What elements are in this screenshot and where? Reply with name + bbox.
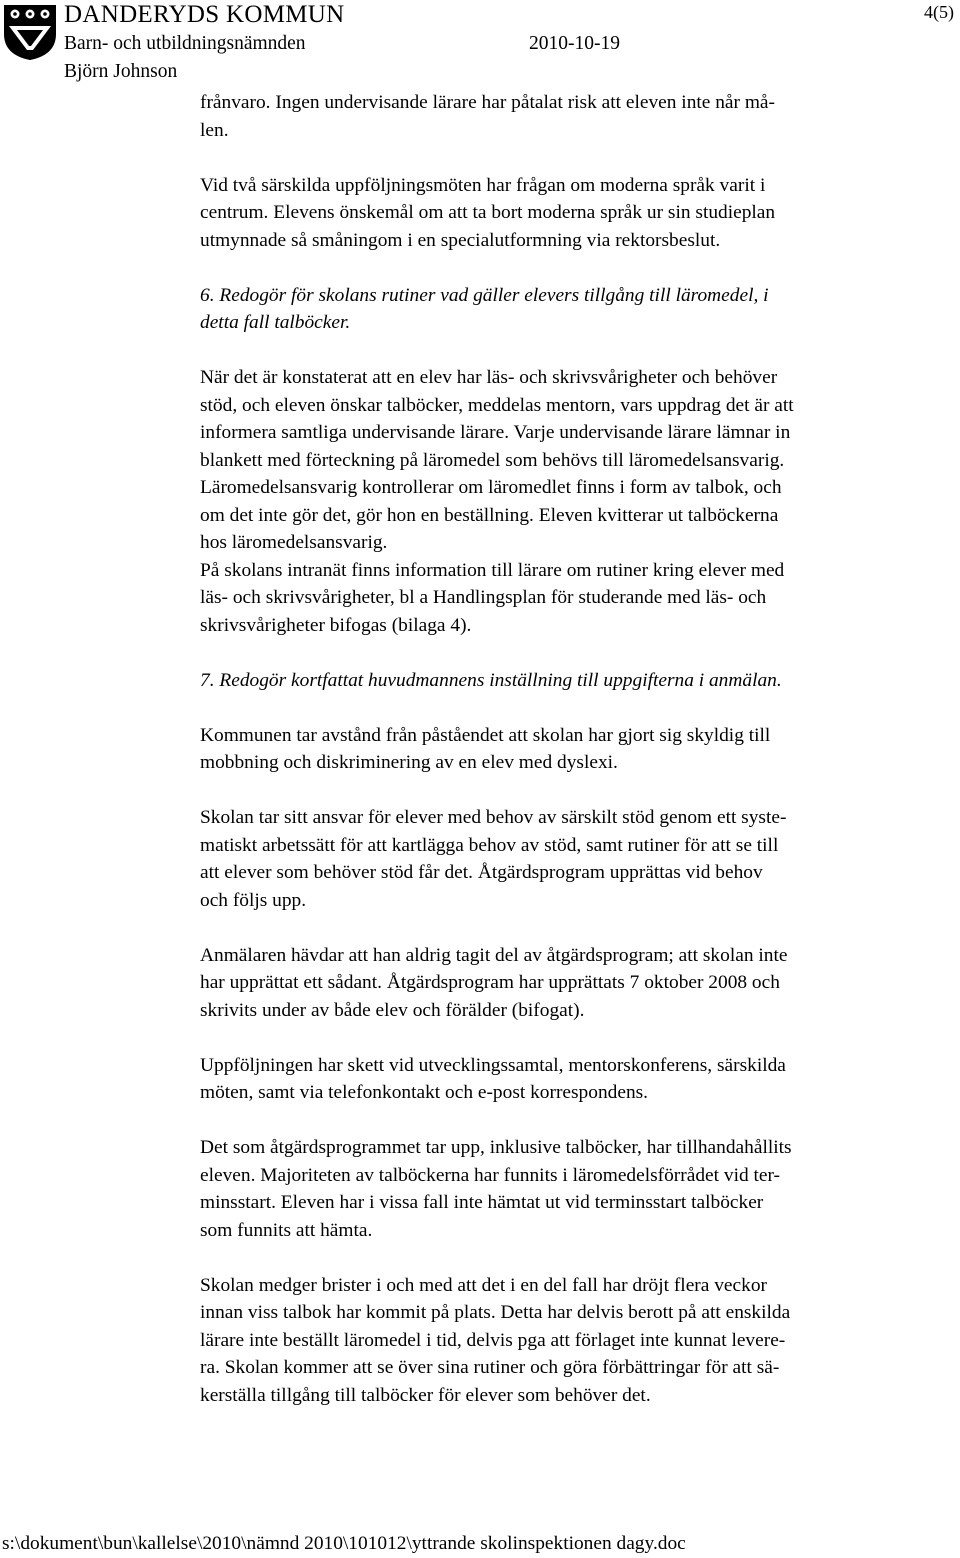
paragraph: Anmälaren hävdar att han aldrig tagit del av åtgärdsprogram; att skolan inte har upprättat ett sådant. Åtgärdsprogram har upprättats 7 oktober 2008 och skrivits under av både elev och förälder (bifogat). [200,944,788,1021]
page-number: 4(5) [924,2,954,22]
department-name: Barn- och utbildningsnämnden [64,33,306,54]
municipal-coat-of-arms-icon [3,4,57,60]
paragraph: Skolan tar sitt ansvar för elever med behov av särskilt stöd genom ett syste- matiskt arbetssätt för att kartlägga behov av stöd, samt rutiner för att se till att elever som behöver stöd får det. Åtgärdsprogram upprättas vid behov och följs upp. [200,807,787,911]
paragraph: Kommunen tar avstånd från påståendet att skolan har gjort sig skyldig till mobbning och diskriminering av en elev med dyslexi. [200,724,771,773]
paragraph: Uppföljningen har skett vid utvecklingssamtal, mentorskonferens, särskilda möten, samt via telefonkontakt och e-post korrespondens. [200,1054,786,1103]
document-body [200,89,940,1437]
paragraph: Skolan medger brister i och med att det i en del fall har dröjt flera veckor innan viss talbok har kommit på plats. Detta har delvis berott på att enskilda lärare inte beställt läromedel i tid, delvis pga att förlaget inte kunnat levere- ra. Skolan kommer att se över sina rutiner och göra förbättringar för att sä- kerställa tillgång till talböcker för elever som behöver det. [200,1274,791,1406]
organization-name: DANDERYDS KOMMUN [64,1,345,28]
document-author: Björn Johnson [64,61,178,82]
paragraph: Det som åtgärdsprogrammet tar upp, inklusive talböcker, har tillhandahållits eleven. Majoriteten av talböckerna har funnits i läromedelsförrådet vid ter- minsstart. Eleven har i vissa fall inte hämtat ut vid terminsstart talböcker som funnits att hämta. [200,1137,792,1241]
document-date: 2010-10-19 [529,33,620,54]
question-heading-6: 6. Redogör för skolans rutiner vad gäller elevers tillgång till läromedel, i detta fall talböcker. [200,284,769,333]
paragraph: frånvaro. Ingen undervisande lärare har påtalat risk att eleven inte når må- len. [200,92,775,141]
paragraph: På skolans intranät finns information till lärare om rutiner kring elever med läs- och skrivsvårigheter, bl a Handlingsplan för studerande med läs- och skrivsvårigheter bifogas (bilaga 4). [200,559,785,636]
paragraph: När det är konstaterat att en elev har läs- och skrivsvårigheter och behöver stöd, och eleven önskar talböcker, meddelas mentorn, vars uppdrag det är att informera samtliga undervisande lärare. Varje undervisande lärare lämnar in blankett med förteckning på läromedel som behövs till läromedelsansvarig. Läromedelsansvarig kontrollerar om läromedlet finns i form av talbok, och om det inte gör det, gör hon en beställning. Eleven kvitterar ut talböckerna hos läromedelsansvarig. [200,367,794,553]
paragraph: Vid två särskilda uppföljningsmöten har frågan om moderna språk varit i centrum. Elevens önskemål om att ta bort moderna språk ur sin studieplan utmynnade så småningom i en specialutformning via rektorsbeslut. [200,174,776,251]
question-heading-7: 7. Redogör kortfattat huvudmannens inställning till uppgifterna i anmälan. [200,669,782,691]
file-path-footer: s:\dokument\bun\kallelse\2010\nämnd 2010\101012\yttrande skolinspektionen dagy.doc [2,1533,686,1554]
